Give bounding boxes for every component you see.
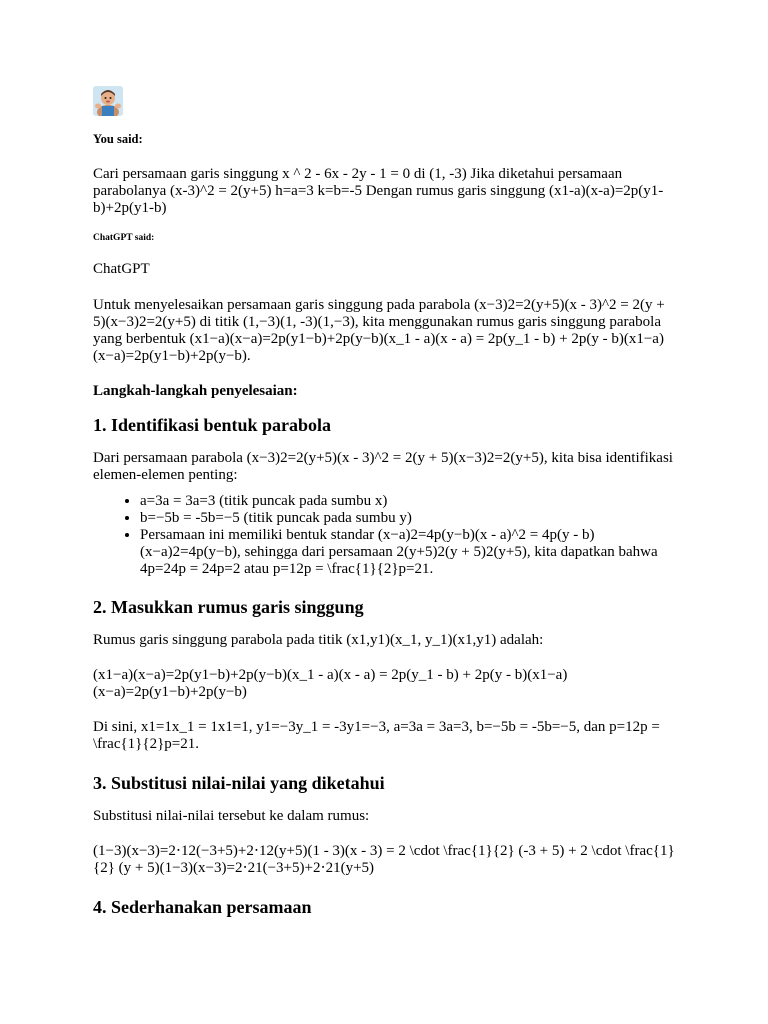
section-1-text: Dari persamaan parabola (x−3)2=2(y+5)(x - 3)^2 = 2(y + 5)(x−3)2=2(y+5), kita bisa identifikasi elemen-elemen penting: <box>93 450 673 483</box>
steps-title: Langkah-langkah penyelesaian: <box>93 383 298 399</box>
section-1-heading: 1. Identifikasi bentuk parabola <box>93 415 332 435</box>
answer-intro: Untuk menyelesaikan persamaan garis singgung pada parabola (x−3)2=2(y+5)(x - 3)^2 = 2(y + 5)(x−3)2=2(y+5) di titik (1,−3)(1, -3)(1,−3), kita menggunakan rumus garis singgung parabola yang berbentuk (x1−a)(x−a)=2p(y1−b)+2p(y−b)(x_1 - a)(x - a) = 2p(y_1 - b) + 2p(y - b)(x1−a)(x−a)=2p(y1−b)+2p(y−b). <box>93 297 665 364</box>
section-3-heading: 3. Substitusi nilai-nilai yang diketahui <box>93 773 385 793</box>
user-avatar <box>93 86 123 116</box>
section-2-heading: 2. Masukkan rumus garis singgung <box>93 597 364 617</box>
list-item: • a=3a = 3a=3 (titik puncak pada sumbu x) <box>140 493 676 510</box>
section-2-formula: (x1−a)(x−a)=2p(y1−b)+2p(y−b)(x_1 - a)(x - a) = 2p(y_1 - b) + 2p(y - b)(x1−a)(x−a)=2p(y1−b)+2p(y−b) <box>93 667 568 700</box>
section-1-list <box>93 493 676 578</box>
section-2-values: Di sini, x1=1x_1 = 1x1=1, y1=−3y_1 = -3y1=−3, a=3a = 3a=3, b=−5b = -5b=−5, dan p=12p = \frac{1}{2}p=21. <box>93 719 660 752</box>
section-4-heading: 4. Sederhanakan persamaan <box>93 897 312 917</box>
section-3-formula: (1−3)(x−3)=2⋅12(−3+5)+2⋅12(y+5)(1 - 3)(x - 3) = 2 \cdot \frac{1}{2} (-3 + 5) + 2 \cdot \frac{1}{2} (y + 5)(1−3)(x−3)=2⋅21(−3+5)+2⋅21(y+5) <box>93 843 675 876</box>
avatar-image-icon <box>93 86 123 116</box>
section-2-text: Rumus garis singgung parabola pada titik (x1,y1)(x_1, y_1)(x1,y1) adalah: <box>93 632 544 648</box>
assistant-label: ChatGPT said: <box>93 233 155 243</box>
user-message: Cari persamaan garis singgung x ^ 2 - 6x - 2y - 1 = 0 di (1, -3) Jika diketahui persamaan parabolanya (x-3)^2 = 2(y+5) h=a=3 k=b=-5 Dengan rumus garis singgung (x1-a)(x-a)=2p(y1-b)+2p(y1-b) <box>93 166 664 216</box>
section-3-text: Substitusi nilai-nilai tersebut ke dalam rumus: <box>93 808 370 824</box>
list-item: • b=−5b = -5b=−5 (titik puncak pada sumbu y) <box>140 510 676 527</box>
list-item: • Persamaan ini memiliki bentuk standar (x−a)2=4p(y−b)(x - a)^2 = 4p(y - b)(x−a)2=4p(y−b), sehingga dari persamaan 2(y+5)2(y + 5)2(y+5), kita dapatkan bahwa 4p=24p = 24p=2 atau p=12p = \frac{1}{2}p=21. <box>140 527 676 578</box>
user-label: You said: <box>93 132 143 146</box>
assistant-name: ChatGPT <box>93 261 150 277</box>
